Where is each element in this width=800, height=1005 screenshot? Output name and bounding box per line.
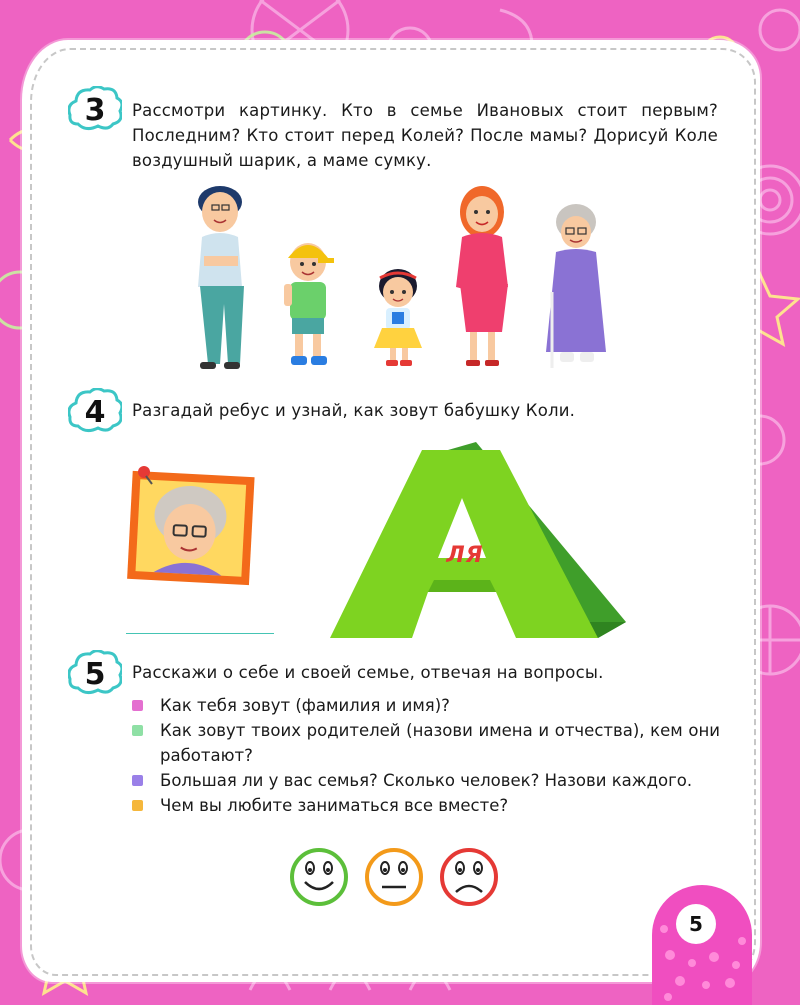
question-text: Чем вы любите заниматься все вместе? (160, 796, 509, 815)
rebus (330, 440, 630, 645)
question-item (130, 793, 720, 818)
neutral-smiley-icon[interactable] (367, 850, 421, 904)
question-list (130, 693, 720, 818)
bullet-square-icon (132, 775, 143, 786)
question-item (130, 718, 720, 768)
girl-figure (374, 269, 422, 366)
page-number-badge (652, 885, 752, 1005)
bullet-square-icon (132, 700, 143, 711)
task-4-text: Разгадай ребус и узнай, как зовут бабушку Коли. (132, 401, 576, 420)
question-item (130, 768, 720, 793)
question-text: Как тебя зовут (фамилия и имя)? (160, 696, 450, 715)
mother-figure (456, 186, 508, 366)
sad-smiley-icon[interactable] (442, 850, 496, 904)
bullet-square-icon (132, 725, 143, 736)
grandmother-portrait (124, 462, 258, 588)
boy-kolya-figure (284, 243, 334, 365)
question-text: Как зовут твоих родителей (назови имена и отчества), кем они работают? (160, 721, 720, 765)
mood-smileys (288, 846, 500, 908)
task-3-text: Рассмотри картинку. Кто в семье Ивановых стоит первым? Последним? Кто стоит перед Колей? После мамы? Дорисуй Коле воздушный шарик, а маме сумку. (132, 101, 718, 170)
page-number: 5 (676, 904, 716, 944)
grandmother-figure (546, 204, 606, 368)
family-illustration (180, 182, 620, 377)
question-text: Большая ли у вас семья? Сколько человек? Назови каждого. (160, 771, 693, 790)
father-figure (198, 186, 244, 369)
task-3-badge (68, 86, 122, 134)
task-4-badge (68, 388, 122, 436)
question-item (130, 693, 720, 718)
task-3-number: 3 (84, 92, 106, 128)
bullet-square-icon (132, 800, 143, 811)
answer-line (126, 633, 274, 634)
task-5-text: Расскажи о себе и своей семье, отвечая на вопросы. (132, 663, 604, 682)
task-4-number: 4 (84, 394, 106, 430)
polka-dots (652, 885, 752, 1005)
task-5-badge (68, 650, 122, 698)
happy-smiley-icon[interactable] (292, 850, 346, 904)
task-5-number: 5 (84, 656, 106, 692)
rebus-small-letters: ЛЯ (446, 542, 484, 568)
